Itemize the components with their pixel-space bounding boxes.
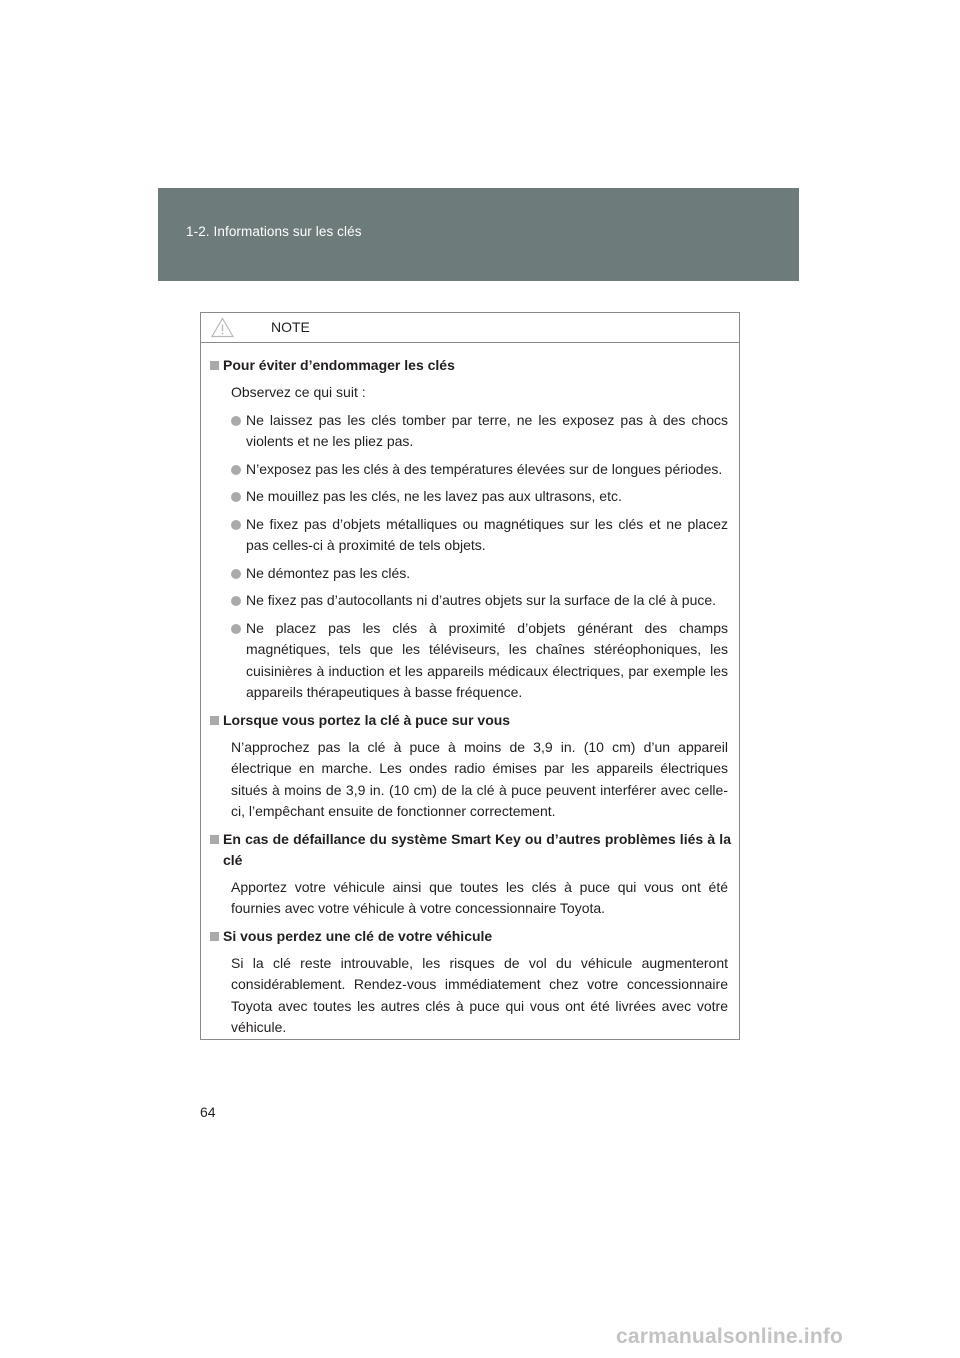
section-heading-text: Lorsque vous portez la clé à puce sur vous [223, 711, 511, 728]
list-item [231, 459, 731, 481]
list-item [231, 514, 731, 557]
list-item-text: N’exposez pas les clés à des températures élevées sur de longues périodes. [246, 460, 723, 477]
section-header-band [158, 188, 799, 281]
square-bullet-icon [210, 835, 219, 844]
section-paragraph: Apportez votre véhicule ainsi que toutes les clés à puce qui vous ont été fournies avec votre véhicule à votre concessionnaire Toyota. [231, 878, 728, 916]
note-header [201, 313, 739, 343]
list-item-text: Ne laissez pas les clés tomber par terre, ne les exposez pas à des chocs violents et ne les pliez pas. [246, 411, 728, 449]
list-item-text: Ne mouillez pas les clés, ne les lavez pas aux ultrasons, etc. [246, 488, 622, 504]
section-paragraph: Si la clé reste introuvable, les risques de vol du véhicule augmenteront considérablement. Rendez-vous immédiatement chez votre concessionnaire Toyota avec toutes les autres clés à puce qui vous ont été livrées avec votre véhicule. [231, 954, 728, 1035]
section-title: 1-2. Informations sur les clés [186, 224, 362, 239]
section-intro: Observez ce qui suit : [231, 384, 366, 400]
round-bullet-icon [231, 596, 241, 606]
section-paragraph: N’approchez pas la clé à puce à moins de 3,9 in. (10 cm) d’un appareil électrique en marche. Les ondes radio émises par les appareils électriques situés à moins de 3,9 in. (10 cm) de la clé à puce peuvent interférer avec celle-ci, l’empêchant ensuite de fonctionner correctement. [231, 738, 728, 819]
list-item-text: Ne fixez pas d’autocollants ni d’autres objets sur la surface de la clé à puce. [246, 592, 717, 608]
list-item [231, 486, 731, 508]
list-item [231, 410, 731, 453]
square-bullet-icon [210, 361, 219, 370]
round-bullet-icon [231, 624, 241, 634]
round-bullet-icon [231, 465, 241, 475]
list-item-text: Ne démontez pas les clés. [246, 564, 411, 581]
round-bullet-icon [231, 520, 241, 530]
section-heading [210, 926, 731, 947]
page-number: 64 [200, 1104, 216, 1120]
watermark-text: carmanualsonline.info [616, 1325, 844, 1348]
section-heading [210, 829, 731, 871]
round-bullet-icon [231, 569, 241, 579]
square-bullet-icon [210, 932, 219, 941]
section-heading-text: Si vous perdez une clé de votre véhicule [223, 927, 493, 944]
round-bullet-icon [231, 416, 241, 426]
warning-icon [211, 317, 234, 338]
list-item-text: Ne fixez pas d’objets métalliques ou magnétiques sur les clés et ne placez pas celles-ci à proximité de tels objets. [246, 515, 728, 553]
section-heading [210, 710, 731, 731]
note-label: NOTE [271, 319, 310, 335]
round-bullet-icon [231, 492, 241, 502]
section-heading-text: Pour éviter d’endommager les clés [223, 357, 455, 373]
note-box [200, 312, 740, 1040]
list-item [231, 618, 731, 704]
list-item-text: Ne placez pas les clés à proximité d’objets générant des champs magnétiques, tels que les téléviseurs, les chaînes stéréophoniques, les cuisinières à induction et les appareils médicaux électriques, par exemple les appareils thérapeutiques à basse fréquence. [246, 619, 728, 700]
section-heading [210, 355, 731, 376]
list-item [231, 563, 731, 585]
square-bullet-icon [210, 716, 219, 725]
section-heading-text: En cas de défaillance du système Smart Key ou d’autres problèmes liés à la clé [223, 830, 731, 868]
note-body [201, 343, 739, 1039]
list-item [231, 590, 731, 612]
